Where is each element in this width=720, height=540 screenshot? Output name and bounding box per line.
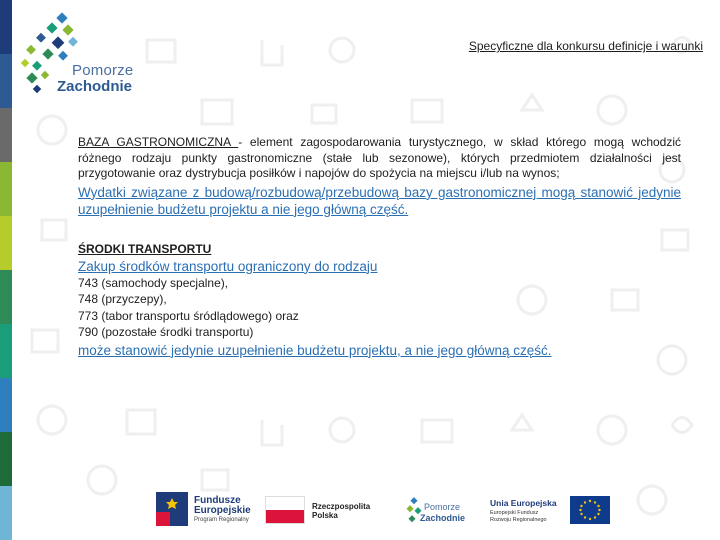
rp-line1: Rzeczpospolita <box>312 502 371 511</box>
transport-item: 790 (pozostałe środki transportu) <box>78 325 254 340</box>
definition-term: BAZA GASTRONOMICZNA <box>78 135 239 149</box>
strip-segment <box>0 378 12 432</box>
eu-flag-icon <box>570 496 610 524</box>
rp-logo-text <box>312 502 370 520</box>
ue-subtitle <box>490 510 547 524</box>
strip-segment <box>0 162 12 216</box>
transport-intro: Zakup środków transportu ograniczony do rodzaju <box>78 258 378 274</box>
main-content <box>78 135 681 359</box>
transport-item: 748 (przyczepy), <box>78 292 167 307</box>
transport-item: 773 (tabor transportu śródlądowego) oraz <box>78 308 299 323</box>
page-title: Specyficzne dla konkursu definicje i warunki <box>468 39 703 53</box>
strip-segment <box>0 0 12 54</box>
strip-segment <box>0 216 12 270</box>
pz-small-line2: Zachodnie <box>420 513 466 523</box>
transport-heading: ŚRODKI TRANSPORTU <box>78 241 212 256</box>
left-color-strip <box>0 0 12 540</box>
poland-flag-icon <box>265 496 305 524</box>
rp-line2: Polska <box>312 511 338 520</box>
gastronomy-note: Wydatki związane z budową/rozbudową/przebudową bazy gastronomicznej mogą stanowić jedynie uzupełnienie budżetu projektu a nie jego główną część. <box>78 184 681 217</box>
definition-paragraph <box>78 135 681 182</box>
fundusze-europejskie-icon <box>156 492 188 526</box>
transport-item: 743 (samochody specjalne), <box>78 275 229 290</box>
strip-segment <box>0 270 12 324</box>
transport-note: może stanowić jedynie uzupełnienie budżetu projektu, a nie jego główną część. <box>78 342 552 358</box>
fe-line1: Fundusze <box>194 495 241 506</box>
strip-segment <box>0 486 12 540</box>
strip-segment <box>0 324 12 378</box>
fe-subtitle: Program Regionalny <box>194 517 249 523</box>
ue-sub-line2: Rozwoju Regionalnego <box>490 517 547 523</box>
ue-title: Unia Europejska <box>490 498 557 508</box>
strip-segment <box>0 108 12 162</box>
logo-text-zachodnie: Zachodnie <box>57 78 133 95</box>
definition-text: - element zagospodarowania turystycznego, w skład którego mogą wchodzić różnego rodzaju punkty gastronomiczne (stałe lub sezonowe), których przedmiotem działalności jest przygotowanie oraz dystrybucja posiłków i napojów do spożycia na miejscu i/lub na wynos; <box>78 135 682 181</box>
fe-logo-text <box>194 496 251 516</box>
footer-logos <box>150 486 620 534</box>
logo-text-pomorze: Pomorze <box>72 62 134 79</box>
ue-sub-line1: Europejski Fundusz <box>490 510 539 516</box>
fe-line2: Europejskie <box>194 505 251 516</box>
pz-small-line1: Pomorze <box>424 502 461 512</box>
strip-segment <box>0 432 12 486</box>
strip-segment <box>0 54 12 108</box>
